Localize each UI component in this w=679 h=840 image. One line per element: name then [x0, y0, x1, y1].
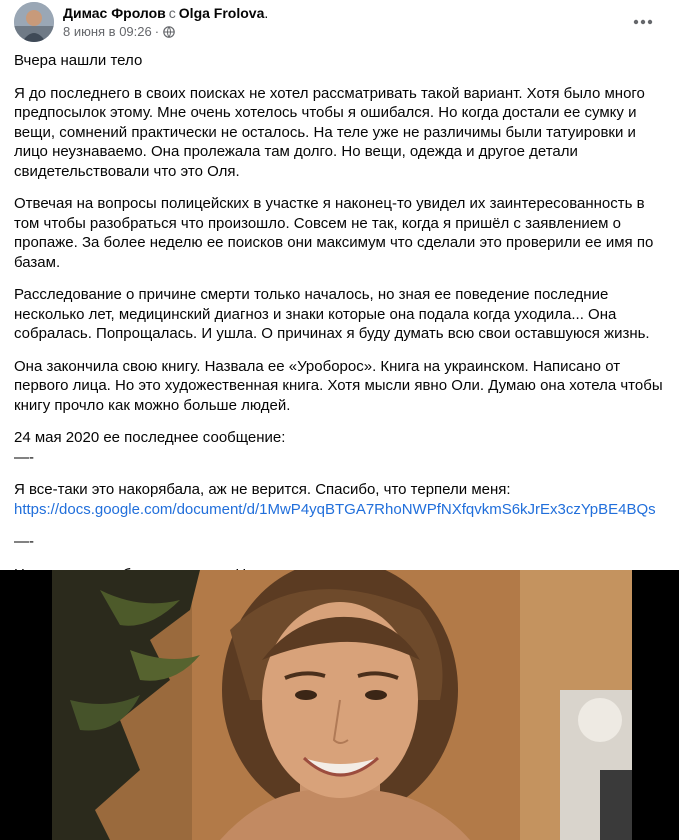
paragraph-3: Отвечая на вопросы полицейских в участке я наконец-то увидел их заинтересованность в том чтобы разобраться что произошло. Совсем не так, когда я пришёл с заявлением о пропаже. За более неделю ее поисков они максимум что сделали это проверили ее имя по базам. — [14, 195, 654, 271]
post-header — [14, 2, 665, 42]
author-avatar[interactable] — [14, 2, 54, 42]
more-horizontal-icon — [633, 19, 653, 25]
with-label: с — [168, 5, 176, 21]
paragraph-1: Вчера нашли тело — [14, 52, 143, 69]
author-name[interactable]: Димас Фролов — [63, 5, 166, 21]
post-text — [14, 51, 665, 636]
author-line — [63, 4, 268, 22]
photo-image — [0, 570, 679, 840]
paragraph-2: Я до последнего в своих поисках не хотел рассматривать такой вариант. Хотя было много предпосылок этому. Мне очень хотелось чтобы я ошибался. Но когда достали ее сумку и вещи, сомнений практически не осталось. На теле уже не различимы были татуировки и лицо неузнаваемо. Она пролежала там долго. Но вещи, одежда и другое детали свидетельствовали что это Оля. — [14, 84, 645, 180]
paragraph-6: 24 мая 2020 ее последнее сообщение: — [14, 429, 286, 446]
meta-separator: · — [154, 24, 160, 39]
post-photo[interactable] — [0, 570, 679, 840]
link-paragraph — [14, 500, 665, 520]
tagged-user-name[interactable]: Olga Frolova — [178, 5, 265, 21]
globe-icon[interactable] — [163, 26, 175, 42]
tagged-suffix: . — [264, 5, 269, 21]
post-timestamp[interactable]: 8 июня в 09:26 — [63, 24, 152, 39]
dash-divider-2: —- — [14, 533, 34, 550]
paragraph-7: Я все-таки это накорябала, аж не верится. Спасибо, что терпели меня: — [14, 481, 511, 498]
document-link[interactable]: https://docs.google.com/document/d/1MwP4yqBTGA7RhoNWPfNXfqvkmS6kJrEx3czYpBE4BQs — [14, 500, 656, 518]
paragraph-5: Она закончила свою книгу. Назвала ее «Уроборос». Книга на украинском. Написано от первого лица. Но это художественная книга. Хотя мысли явно Оли. Думаю она хотела чтобы книгу прочло как можно больше людей. — [14, 357, 663, 414]
paragraph-4: Расследование о причине смерти только началось, но зная ее поведение последние несколько лет, медицинский диагноз и знаки которые она подала когда уходила... Она собралась. Попрощалась. И ушла. О причинах я буду думать всю свои оставшуюся жизнь. — [14, 286, 650, 342]
more-options-button[interactable] — [627, 6, 659, 38]
dash-divider-1: —- — [14, 448, 34, 466]
post-meta — [63, 24, 175, 42]
avatar-image — [14, 2, 54, 42]
